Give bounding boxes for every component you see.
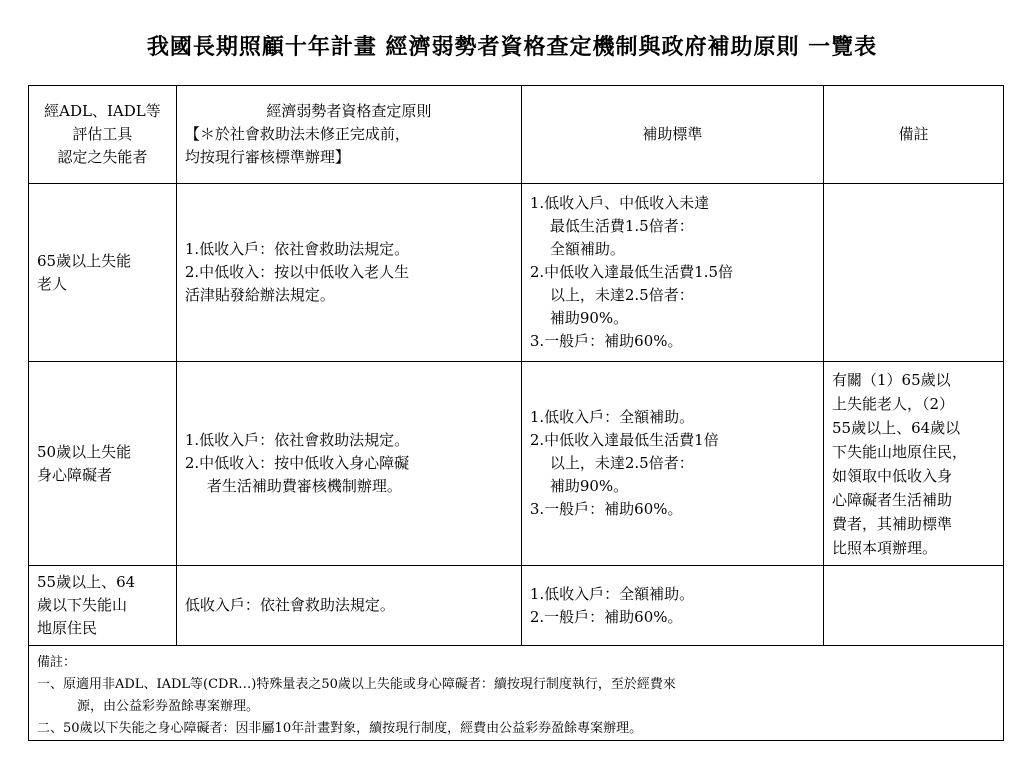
header-row: [29, 86, 1004, 184]
target-cell: [29, 184, 177, 362]
cell-line: 1.低收入戶：全額補助。: [529, 408, 695, 426]
cell-line: 55歲以上、64歲以: [831, 418, 961, 437]
cell-line: 最低生活費1.5倍者：: [549, 217, 694, 235]
cell-line: 補助90%。: [549, 477, 629, 495]
cell-line: 55歲以上、64: [37, 573, 136, 591]
target-cell: [29, 566, 177, 646]
cell-line: 1.低收入戶、中低收入未達: [529, 194, 710, 212]
header-target: [29, 86, 177, 184]
table-row: [29, 362, 1004, 566]
cell-line: 1.低收入戶：依社會救助法規定。: [184, 431, 410, 449]
note-line: 二、50歲以下失能之身心障礙者：因非屬10年計畫對象，續按現行制度，經費由公益彩券盈餘專案辦理。: [37, 721, 643, 736]
cell-line: 者生活補助費審核機制辦理。: [206, 477, 402, 495]
cell-line: 費者，其補助標準: [831, 514, 952, 533]
standard-cell: [521, 184, 823, 362]
header-standard: 補助標準: [521, 86, 823, 184]
cell-line: 1.低收入戶：全額補助。: [529, 584, 695, 603]
target-cell: [29, 362, 177, 566]
cell-line: 身心障礙者: [37, 465, 113, 484]
note-line: 源，由公益彩券盈餘專案辦理。: [77, 699, 260, 714]
note-line: 一、原適用非ADL、IADL等(CDR…)特殊量表之50歲以上失能或身心障礙者：續按現行制度執行，至於經費來: [37, 677, 676, 692]
cell-line: 以上，未達2.5倍者：: [549, 286, 694, 304]
header-principle-line: 經濟弱勢者資格查定原則: [266, 102, 432, 120]
principle-cell: [176, 566, 521, 646]
cell-line: 活津貼發給辦法規定。: [184, 286, 335, 304]
cell-line: 下失能山地原住民，: [831, 442, 967, 461]
cell-line: 2.中低收入達最低生活費1.5倍: [529, 263, 734, 281]
remark-cell: [823, 362, 1003, 566]
notes-heading: 備註：: [37, 655, 77, 670]
cell-line: 3.一般戶：補助60%。: [529, 332, 683, 350]
cell-line: 歲以下失能山: [37, 596, 128, 614]
cell-line: 補助90%。: [549, 309, 629, 327]
cell-line: 有關（1）65歲以: [831, 370, 951, 389]
header-remark: 備註: [823, 86, 1003, 184]
page-title: 我國長期照顧十年計畫 經濟弱勢者資格查定機制與政府補助原則 一覽表: [146, 34, 878, 60]
cell-line: 地原住民: [37, 619, 98, 637]
header-target-line: 經ADL、IADL等: [44, 102, 161, 120]
cell-line: 3.一般戶：補助60%。: [529, 500, 683, 518]
table-row: [29, 566, 1004, 646]
summary-table: [28, 85, 1004, 741]
cell-line: 2.中低收入：按以中低收入老人生: [184, 263, 410, 281]
header-target-line: 評估工具: [72, 125, 133, 143]
cell-line: 比照本項辦理。: [831, 538, 937, 557]
cell-line: 如領取中低收入身: [831, 466, 952, 485]
cell-line: 老人: [37, 274, 68, 293]
cell-line: 2.中低收入達最低生活費1倍: [529, 431, 719, 449]
header-principle: [176, 86, 521, 184]
standard-cell: [521, 362, 823, 566]
cell-line: 全額補助。: [549, 240, 625, 258]
table-row: [29, 184, 1004, 362]
principle-cell: [176, 362, 521, 566]
cell-line: 2.一般戶：補助60%。: [529, 607, 683, 626]
cell-line: 1.低收入戶：依社會救助法規定。: [184, 240, 410, 258]
remark-cell: [823, 566, 1003, 646]
cell-line: 低收入戶：依社會救助法規定。: [184, 596, 395, 614]
header-principle-line: 【＊於社會救助法未修正完成前，: [184, 125, 410, 143]
cell-line: 65歲以上失能: [37, 251, 132, 270]
remark-cell: [823, 184, 1003, 362]
header-principle-line: 均按現行審核標準辦理】: [184, 148, 350, 166]
principle-cell: [176, 184, 521, 362]
cell-line: 心障礙者生活補助: [831, 490, 952, 509]
header-target-line: 認定之失能者: [57, 148, 148, 166]
notes-cell: [29, 646, 1004, 741]
cell-line: 以上，未達2.5倍者：: [549, 454, 694, 472]
cell-line: 上失能老人，（2）: [831, 394, 955, 413]
cell-line: 50歲以上失能: [37, 442, 132, 461]
notes-row: [29, 646, 1004, 741]
cell-line: 2.中低收入：按中低收入身心障礙: [184, 454, 410, 472]
standard-cell: [521, 566, 823, 646]
